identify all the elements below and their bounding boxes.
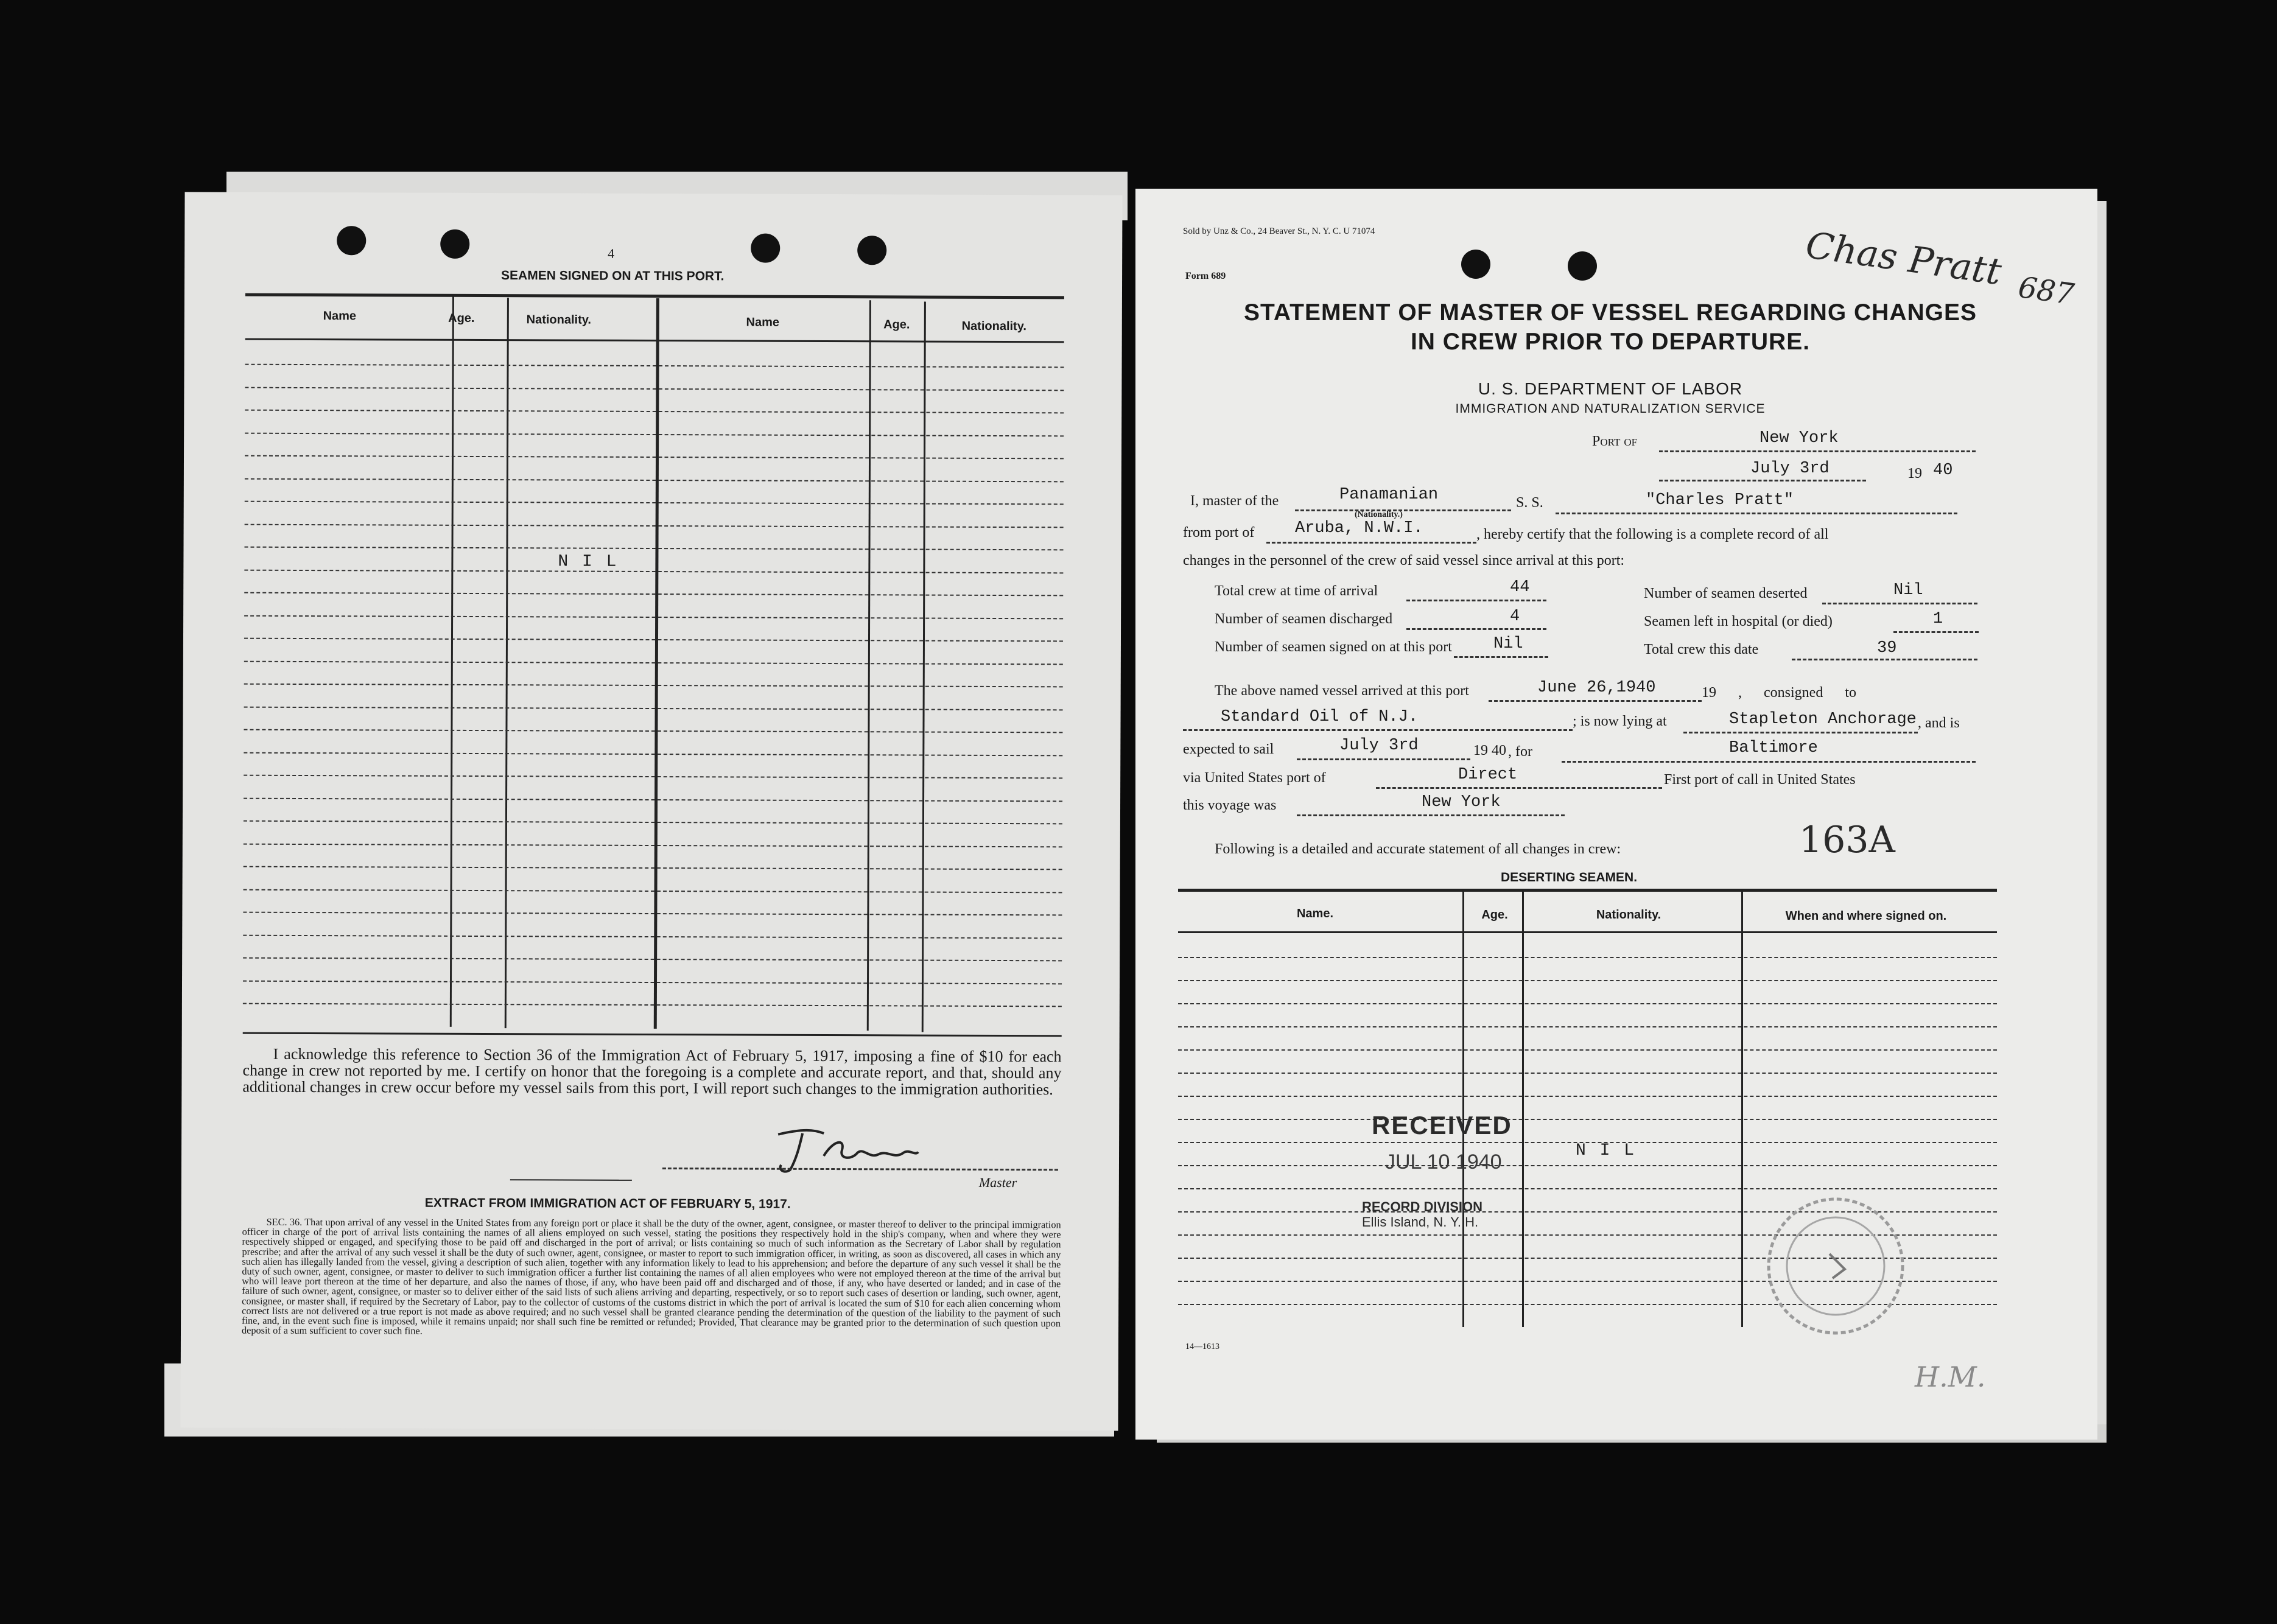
extract-text: SEC. 36. That upon arrival of any vessel in the United States from any foreign port or place it shall be the duty of the owner, agent, consignee, or master thereof to deliver to the principal immigration officer in charge of the port of arrival lists containing the names of all aliens employed on such vessel, stating the positions they respectively hold in the ship's company, when and where they were respectively shipped or engaged, and specifying those to be paid off and discharged in the port of arrival; or lists containing so much of such information as the Secretary of Labor shall by regulation prescribe; and after the arrival of any such vessel it shall be the duty of such owner, agent, consignee, or master to report to such immigration officer, in writing, as soon as discovered, all cases in which any such alien has illegally landed from the vessel, giving a description of such alien, together with any information likely to lead to his apprehension; and before the departure of any such vessel it shall be the duty of such owner, agent, consignee, or master to deliver to such immigration officer a further list containing the names of all alien employees who were not employed thereon at the time of the arrival but who will leave port thereon at the time of her departure, and also the names of those, if any, who have been paid off and discharged and of those, if any, who have deserted or landed; and in case of the failure of such owner, agent, consignee, or master so to deliver either of the said lists of such aliens arriving and departing, respectively, or so to report such cases of desertion or landing, such owner, agent, consignee, or master shall, if required by the Secretary of Labor, pay to the collector of customs of the customs district in which the port of arrival is located the sum of $10 for each alien concerning whom correct lists are not delivered or a true report is not made as above required; and no such vessel shall be granted clearance pending the determination of the question of the liability to the payment of such fine, and, in the event such fine is imposed, while it remains unpaid; nor shall such fine be remitted or refunded; Provided, That clearance may be granted prior to the determination of such question upon deposit of a sum sufficient to cover such fine. xyxy=(241,1216,1061,1337)
year-value: 40 xyxy=(1933,461,1953,480)
deserted-label: Number of seamen deserted xyxy=(1644,586,1808,601)
col-header-age-2: Age. xyxy=(883,318,910,332)
col-header-name: Name xyxy=(323,309,357,323)
stamp-location: Ellis Island, N. Y. H. xyxy=(1362,1214,1479,1230)
table-row-line xyxy=(243,912,1062,916)
expected-value: July 3rd xyxy=(1339,737,1419,755)
master-label: Master xyxy=(978,1174,1017,1191)
hospital-label: Seamen left in hospital (or died) xyxy=(1644,614,1833,629)
table-row-line xyxy=(244,866,1062,870)
consignee-value: Standard Oil of N.J. xyxy=(1221,708,1419,726)
stamp-received: RECEIVED xyxy=(1372,1111,1512,1139)
arrived-label: The above named vessel arrived at this port xyxy=(1215,683,1469,699)
year-prefix: 19 xyxy=(1907,466,1922,481)
col-header-name: Name. xyxy=(1296,907,1334,920)
punch-hole xyxy=(857,236,886,265)
handwritten-initials: H.M. xyxy=(1915,1360,1986,1393)
table-row-line xyxy=(1178,1165,1997,1166)
col-header-signed-on: When and where signed on. xyxy=(1785,909,1947,923)
discharged-value: 4 xyxy=(1510,607,1520,626)
via-label: via United States port of xyxy=(1183,770,1326,786)
form-title-line1: STATEMENT OF MASTER OF VESSEL REGARDING CHANGES xyxy=(1243,299,1977,326)
voyage-value: New York xyxy=(1422,793,1501,811)
handwritten-number: 687 xyxy=(2016,270,2077,312)
from-port-value: Aruba, N.W.I. xyxy=(1295,519,1423,537)
table-row-line xyxy=(244,684,1063,688)
changes-text: changes in the personnel of the crew of said vessel since arrival at this port: xyxy=(1183,553,1625,569)
arrived-value: June 26,1940 xyxy=(1537,679,1656,697)
total-crew-date-value: 39 xyxy=(1877,639,1897,657)
table-row-line xyxy=(1178,1096,1997,1097)
left-page xyxy=(180,192,1122,1430)
circular-seal-stamp xyxy=(1756,1187,1915,1345)
handwritten-code: 163A xyxy=(1799,819,1895,861)
nationality-value: Panamanian xyxy=(1339,486,1439,504)
lying-value: Stapleton Anchorage xyxy=(1729,710,1917,729)
col-header-name-2: Name xyxy=(746,315,780,329)
table-row-line xyxy=(1178,980,1997,981)
total-crew-arrival-value: 44 xyxy=(1510,578,1530,597)
printer-note: Sold by Unz & Co., 24 Beaver St., N. Y. C. U 71074 xyxy=(1183,226,1375,236)
port-of-label: Port of xyxy=(1592,433,1638,449)
handwritten-vessel-name: Chas Pratt xyxy=(1803,223,2004,294)
table-row-line xyxy=(244,752,1062,756)
port-of-value: New York xyxy=(1759,429,1839,447)
col-header-nationality: Nationality. xyxy=(1596,908,1661,922)
table-row-line xyxy=(244,775,1062,779)
table-row-line xyxy=(245,478,1064,482)
table-row-line xyxy=(243,980,1062,984)
table-row-line xyxy=(244,569,1063,573)
signed-on-label: Number of seamen signed on at this port xyxy=(1215,639,1452,655)
table-row-line xyxy=(1178,1119,1997,1120)
table-row-line xyxy=(1178,1073,1997,1074)
table-row-line xyxy=(245,364,1064,368)
table-row-line xyxy=(243,1003,1062,1007)
deserted-value: Nil xyxy=(1893,581,1923,600)
table-row-line xyxy=(245,501,1064,505)
for-label: , for xyxy=(1508,744,1532,760)
total-crew-arrival-label: Total crew at time of arrival xyxy=(1215,583,1378,599)
stamp-date: JUL 10 1940 xyxy=(1385,1150,1502,1174)
department-label: U. S. DEPARTMENT OF LABOR xyxy=(1478,379,1743,398)
punch-hole xyxy=(751,234,780,263)
stamp-division: RECORD DIVISION xyxy=(1362,1199,1483,1214)
vessel-name-value: "Charles Pratt" xyxy=(1646,491,1794,509)
nil-mark: N I L xyxy=(1576,1141,1637,1160)
table-row-line xyxy=(244,706,1063,710)
table-row-line xyxy=(245,547,1064,551)
section-title: SEAMEN SIGNED ON AT THIS PORT. xyxy=(501,268,724,284)
master-of-label: I, master of the xyxy=(1190,493,1279,509)
right-page xyxy=(1135,189,2097,1440)
table-row-line xyxy=(245,455,1064,460)
table-row-line xyxy=(1178,957,1997,958)
table-row-line xyxy=(244,615,1063,619)
table-row-line xyxy=(1178,1026,1997,1027)
and-is-label: , and is xyxy=(1918,715,1960,731)
col-header-age: Age. xyxy=(448,311,475,325)
deserting-title: DESERTING SEAMEN. xyxy=(1501,870,1638,884)
nationality-caption: (Nationality.) xyxy=(1355,510,1403,519)
hospital-value: 1 xyxy=(1933,610,1943,628)
total-crew-date-label: Total crew this date xyxy=(1644,642,1759,657)
certify-text: , hereby certify that the following is a complete record of all xyxy=(1476,527,1829,542)
col-header-nationality-2: Nationality. xyxy=(961,319,1026,334)
table-row-line xyxy=(244,660,1063,665)
first-port-label: First port of call in United States xyxy=(1664,772,1856,788)
table-row-line xyxy=(245,523,1064,528)
signed-on-value: Nil xyxy=(1493,635,1523,653)
lying-label: ; is now lying at xyxy=(1573,713,1667,729)
punch-hole xyxy=(1568,251,1597,281)
table-row-line xyxy=(245,432,1064,436)
table-row-line xyxy=(244,889,1062,893)
table-row-line xyxy=(244,729,1062,733)
table-row-line xyxy=(243,957,1062,962)
table-row-line xyxy=(244,797,1062,802)
consigned-label: 19 , consigned to xyxy=(1702,685,1856,701)
nil-mark: N I L xyxy=(558,552,619,572)
voyage-label: this voyage was xyxy=(1183,797,1277,813)
page-number: 4 xyxy=(608,245,615,261)
col-header-age: Age. xyxy=(1481,908,1508,922)
table-row-line xyxy=(243,934,1062,939)
extract-title: EXTRACT FROM IMMIGRATION ACT OF FEBRUARY 5, 1917. xyxy=(424,1195,791,1211)
table-row-line xyxy=(244,843,1062,847)
col-header-nationality: Nationality. xyxy=(526,313,592,327)
table-row-line xyxy=(244,821,1062,825)
punch-hole xyxy=(440,229,469,259)
ss-label: S. S. xyxy=(1516,495,1543,511)
for-value: Baltimore xyxy=(1729,739,1818,757)
footer-code: 14—1613 xyxy=(1185,1342,1219,1351)
expected-label: expected to sail xyxy=(1183,741,1274,757)
table-row-line xyxy=(245,410,1064,414)
punch-hole xyxy=(1461,250,1490,279)
form-number: Form 689 xyxy=(1185,271,1226,281)
form-title-line2: IN CREW PRIOR TO DEPARTURE. xyxy=(1410,329,1811,355)
from-port-label: from port of xyxy=(1183,525,1255,541)
table-row-line xyxy=(1178,1049,1997,1051)
date-value: July 3rd xyxy=(1750,460,1830,478)
service-label: IMMIGRATION AND NATURALIZATION SERVICE xyxy=(1455,402,1766,416)
expected-year: 19 40 xyxy=(1473,743,1506,758)
table-row-line xyxy=(244,592,1063,597)
following-label: Following is a detailed and accurate statement of all changes in crew: xyxy=(1215,841,1621,857)
table-row-line xyxy=(1178,1003,1997,1004)
via-value: Direct xyxy=(1458,766,1518,784)
discharged-label: Number of seamen discharged xyxy=(1215,611,1393,627)
table-row-line xyxy=(245,387,1064,391)
punch-hole xyxy=(337,226,366,255)
acknowledgement-text: I acknowledge this reference to Section 36 of the Immigration Act of February 5, 1917, imposing a fine of $10 for each change in crew not reported by me. I certify on honor that the foregoing is a complete and accurate report, and that, should any additional changes in crew occur before my vessel sails from this port, I will report such changes to the immigration authorities. xyxy=(242,1045,1062,1099)
table-row-line xyxy=(244,638,1063,642)
